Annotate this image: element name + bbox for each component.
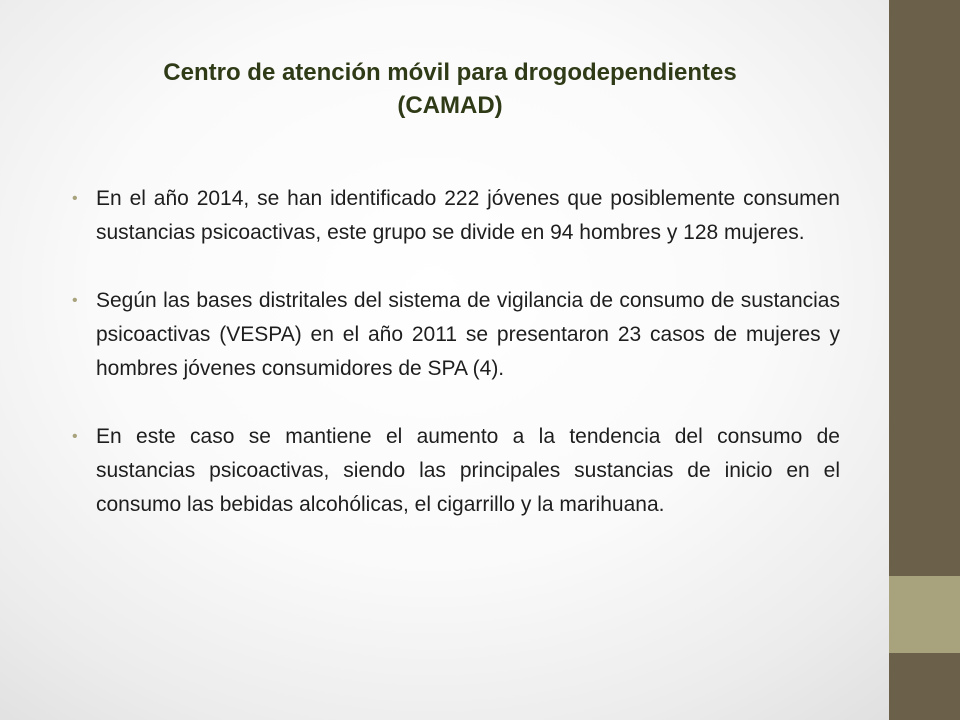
bullet-icon: • (72, 190, 78, 207)
bullet-item (70, 420, 840, 522)
title-line-1: Centro de atención móvil para drogodependientes (163, 59, 737, 86)
bullet-item (70, 284, 840, 386)
bullet-text: En este caso se mantiene el aumento a la tendencia del consumo de sustancias psicoactivas, siendo las principales sustancias de inicio en el consumo las bebidas alcohólicas, el cigarrillo y la marihuana. (96, 425, 840, 516)
slide-title (90, 56, 810, 122)
bullet-text: En el año 2014, se han identificado 222 jóvenes que posiblemente consumen sustancias psicoactivas, este grupo se divide en 94 hombres y 128 mujeres. (96, 187, 840, 244)
bullet-item (70, 182, 840, 250)
title-line-2: (CAMAD) (397, 92, 503, 119)
bullet-list (70, 182, 840, 556)
sidebar-accent-decoration (889, 576, 960, 653)
bullet-icon: • (72, 428, 78, 445)
bullet-icon: • (72, 292, 78, 309)
bullet-text: Según las bases distritales del sistema de vigilancia de consumo de sustancias psicoactivas (VESPA) en el año 2011 se presentaron 23 casos de mujeres y hombres jóvenes consumidores de SPA (4). (96, 289, 840, 380)
